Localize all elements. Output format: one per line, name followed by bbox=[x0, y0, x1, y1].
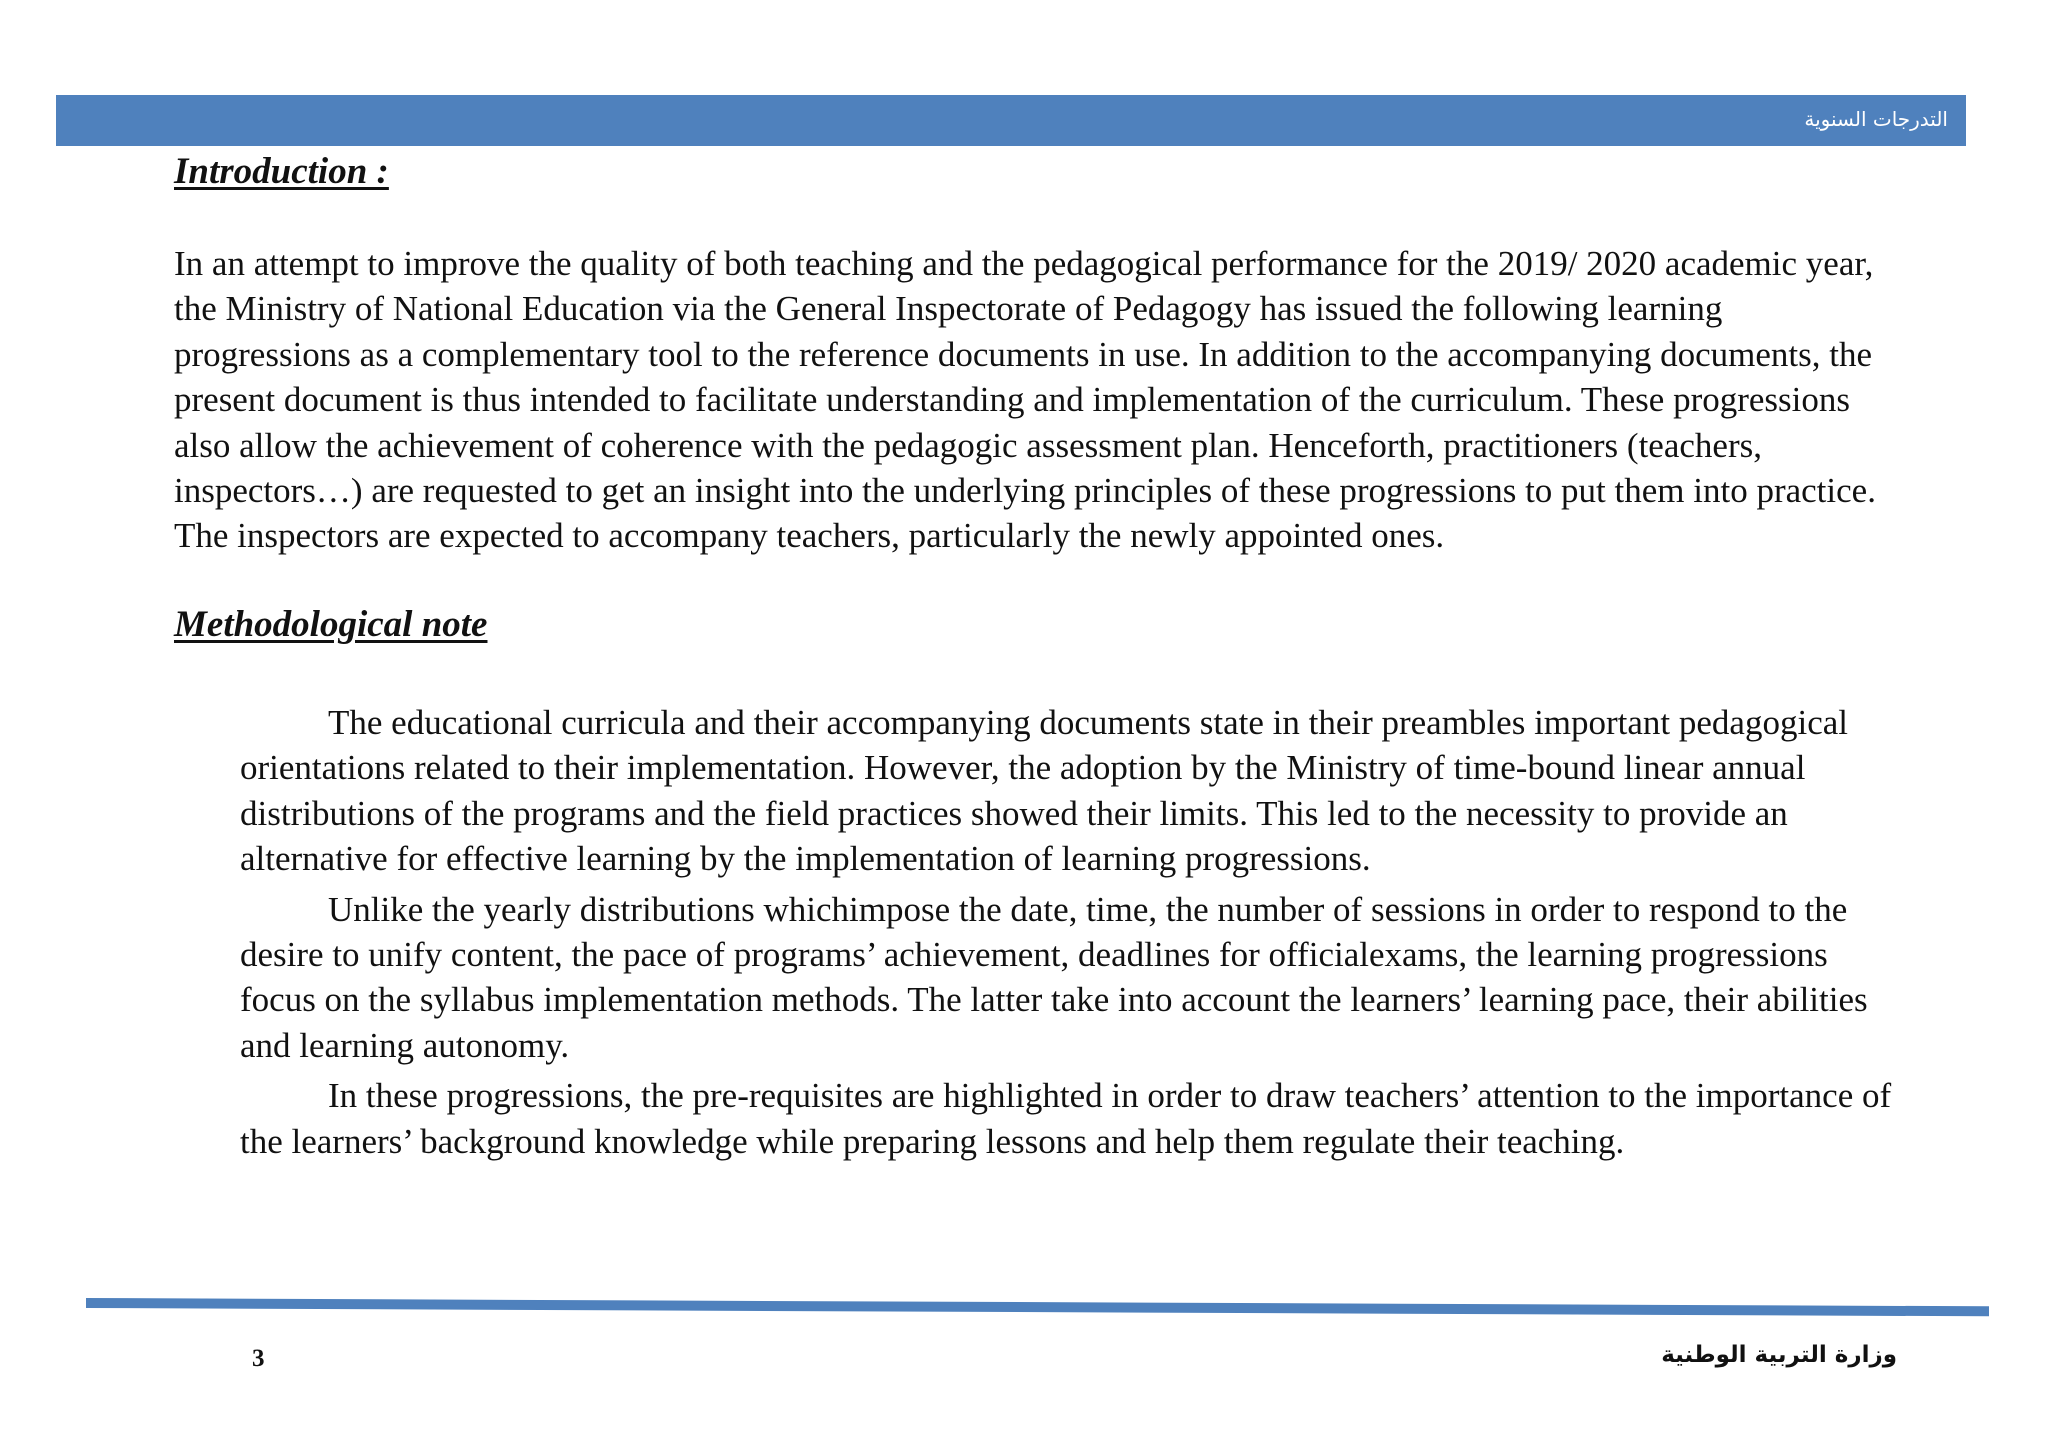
methodological-note-body bbox=[240, 700, 1900, 1169]
methodological-note-heading: Methodological note bbox=[174, 604, 488, 645]
introduction-text: In an attempt to improve the quality of both teaching and the pedagogical performance for the 2019/ 2020 academic year, the Ministry of National Education via the General Inspectorate of Pedagogy has issued the following learning progressions as a complementary tool to the reference documents in use. In addition to the accompanying documents, the present document is thus intended to facilitate understanding and implementation of the curriculum. These progressions also allow the achievement of coherence with the pedagogic assessment plan. Henceforth, practitioners (teachers, inspectors…) are requested to get an insight into the underlying principles of these progressions to put them into practice. The inspectors are expected to accompany teachers, particularly the newly appointed ones. bbox=[174, 244, 1876, 556]
methodological-paragraph-2: Unlike the yearly distributions whichimpose the date, time, the number of sessions in order to respond to the desire to unify content, the pace of programs’ achievement, deadlines for officialexams, the learning progressions focus on the syllabus implementation methods. The latter take into account the learners’ learning pace, their abilities and learning autonomy. bbox=[240, 889, 1868, 1065]
ministry-name: وزارة التربية الوطنية bbox=[1661, 1342, 1897, 1368]
methodological-paragraph-3: In these progressions, the pre-requisites are highlighted in order to draw teachers’ attention to the importance of the learners’ background knowledge while preparing lessons and help them regulate their teaching. bbox=[240, 1076, 1892, 1161]
methodological-paragraph-1: The educational curricula and their accompanying documents state in their preambles important pedagogical orientations related to their implementation. However, the adoption by the Ministry of time-bound linear annual distributions of the programs and the field practices showed their limits. This led to the necessity to provide an alternative for effective learning by the implementation of learning progressions. bbox=[240, 703, 1848, 879]
header-bar bbox=[56, 95, 1966, 146]
header-title: التدرجات السنوية bbox=[1804, 107, 1948, 131]
footer-divider bbox=[86, 1298, 1989, 1316]
page-number: 3 bbox=[252, 1345, 265, 1372]
introduction-heading: Introduction : bbox=[174, 151, 389, 192]
